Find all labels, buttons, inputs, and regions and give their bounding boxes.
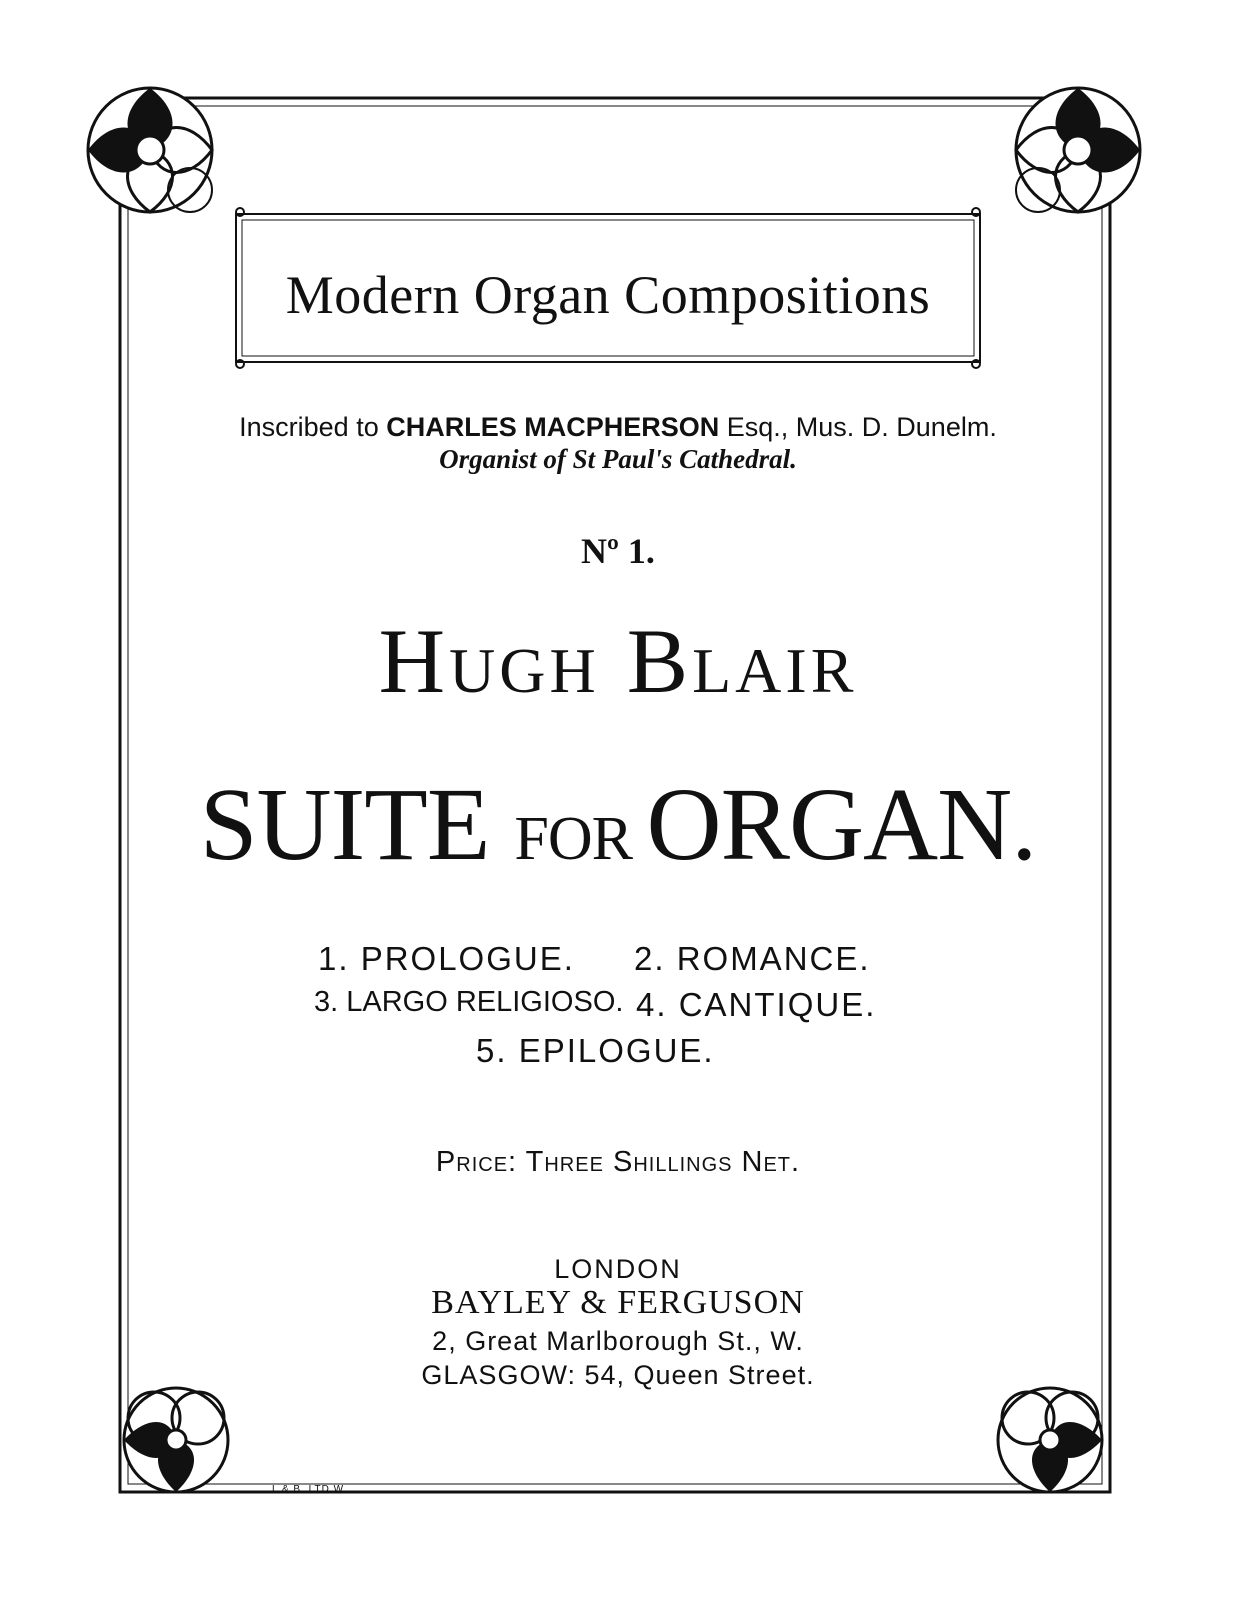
publisher-address-london: 2, Great Marlborough St., W. (432, 1326, 804, 1356)
dedication-line (0, 412, 1236, 443)
work-title (0, 765, 1236, 884)
dedicatee-name: CHARLES MACPHERSON (386, 412, 720, 442)
price: Price: Three Shillings Net. (435, 1146, 801, 1178)
dedication-prefix: Inscribed to (239, 412, 387, 442)
movement-1: 1. PROLOGUE. (318, 940, 575, 977)
work-title-part2: FOR (514, 805, 647, 873)
publisher-address-glasgow: GLASGOW: 54, Queen Street. (421, 1360, 815, 1390)
corner-ornament-bottom-right (998, 1388, 1102, 1492)
dedication-subtitle: Organist of St Paul's Cathedral. (439, 444, 797, 474)
series-title: Modern Organ Compositions (285, 265, 931, 325)
publisher-city: LONDON (554, 1254, 682, 1284)
opus-number: Nº 1. (581, 531, 655, 571)
printer-mark: L & B. LTD W. (272, 1484, 348, 1495)
movement-5: 5. EPILOGUE. (476, 1032, 715, 1069)
composer-name: Hugh Blair (378, 610, 858, 712)
corner-ornament-top-right (1016, 88, 1140, 212)
movement-2: 2. ROMANCE. (634, 940, 871, 977)
corner-ornament-bottom-left (124, 1388, 228, 1492)
corner-ornament-top-left (88, 88, 212, 212)
dedication-suffix: Esq., Mus. D. Dunelm. (719, 412, 997, 442)
work-title-part3: ORGAN. (646, 767, 1037, 882)
movement-4: 4. CANTIQUE. (636, 986, 877, 1023)
publisher-name: BAYLEY & FERGUSON (431, 1284, 805, 1321)
movement-3: 3. LARGO RELIGIOSO. (314, 986, 624, 1018)
work-title-part1: SUITE (199, 767, 515, 882)
series-title-box (236, 208, 980, 368)
